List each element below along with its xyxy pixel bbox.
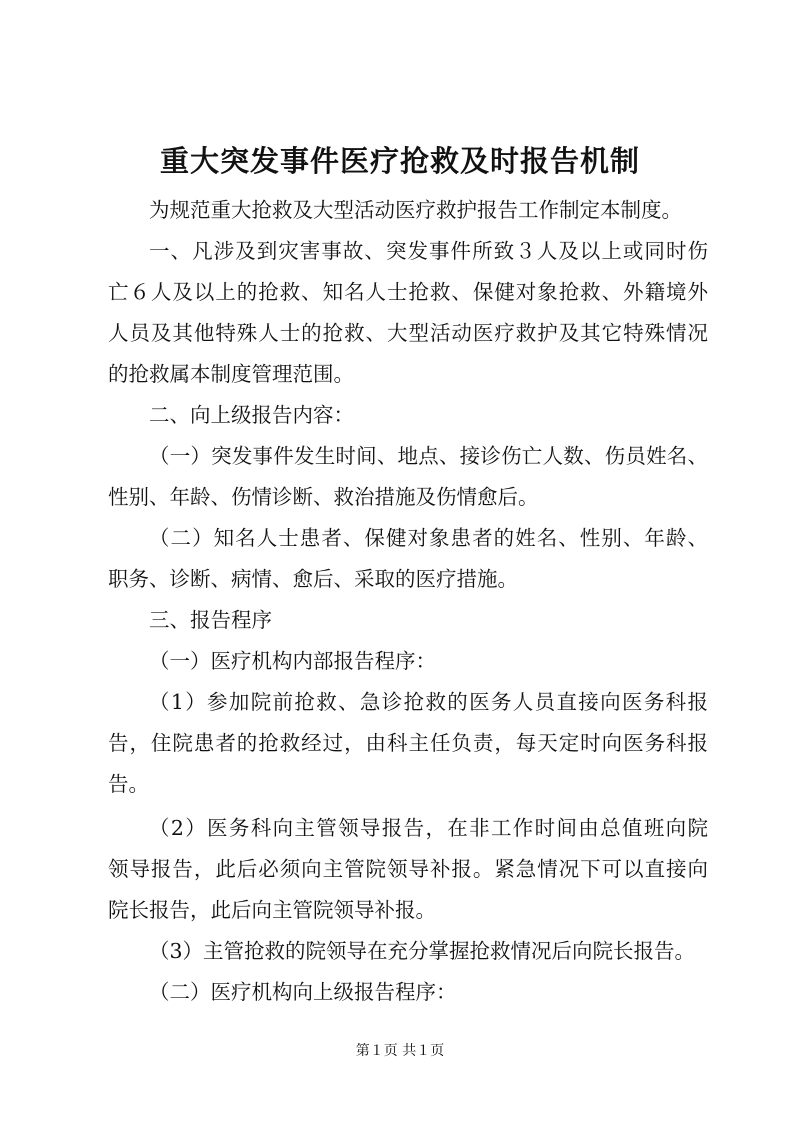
paragraph-item [108, 518, 708, 600]
paragraph-item [108, 436, 708, 518]
paragraph-scope [108, 231, 708, 395]
text-line: （一）突发事件发生时间、地点、接诊伤亡人数、伤员姓名、 [149, 444, 708, 468]
text-line: 性别、年龄、伤情诊断、救治措施及伤情愈后。 [108, 485, 539, 509]
text-line: 告，住院患者的抢救经过，由科主任负责，每天定时向医务科报 [108, 731, 708, 755]
text-line: （2）医务科向主管领导报告，在非工作时间由总值班向院 [149, 816, 708, 840]
text-line: （一）医疗机构内部报告程序： [149, 649, 436, 673]
document-body [108, 190, 708, 1013]
document-title: 重大突发事件医疗抢救及时报告机制 [159, 144, 640, 178]
paragraph-item [108, 682, 708, 805]
paragraph-item [108, 808, 708, 931]
subsection-heading [108, 641, 708, 682]
paragraph-item [108, 931, 708, 972]
text-line: （二）医疗机构向上级报告程序： [149, 980, 457, 1004]
section-heading [108, 395, 708, 436]
text-line: 二、向上级报告内容： [149, 403, 354, 427]
text-line: 告。 [108, 772, 149, 796]
text-line: 亡６人及以上的抢救、知名人士抢救、保健对象抢救、外籍境外 [108, 280, 708, 304]
text-line: 领导报告，此后必须向主管院领导补报。紧急情况下可以直接向 [108, 857, 708, 881]
text-line: （1）参加院前抢救、急诊抢救的医务人员直接向医务科报 [149, 690, 708, 714]
text-line: 的抢救属本制度管理范围。 [108, 362, 354, 386]
text-line: 院长报告，此后向主管院领导补报。 [108, 898, 436, 922]
page-footer: 第１页 共１页 [355, 1043, 445, 1059]
text-line: 人员及其他特殊人士的抢救、大型活动医疗救护及其它特殊情况 [108, 321, 708, 345]
section-heading [108, 600, 708, 641]
text-line: 为规范重大抢救及大型活动医疗救护报告工作制定本制度。 [149, 198, 682, 222]
text-line: 三、报告程序 [149, 608, 272, 632]
paragraph-intro [108, 190, 708, 231]
text-line: 职务、诊断、病情、愈后、采取的医疗措施。 [108, 567, 518, 591]
text-line: （3）主管抢救的院领导在充分掌握抢救情况后向院长报告。 [149, 939, 696, 963]
subsection-heading [108, 972, 708, 1013]
text-line: （二）知名人士患者、保健对象患者的姓名、性别、年龄、 [149, 526, 708, 550]
text-line: 一、凡涉及到灾害事故、突发事件所致３人及以上或同时伤 [149, 239, 708, 263]
